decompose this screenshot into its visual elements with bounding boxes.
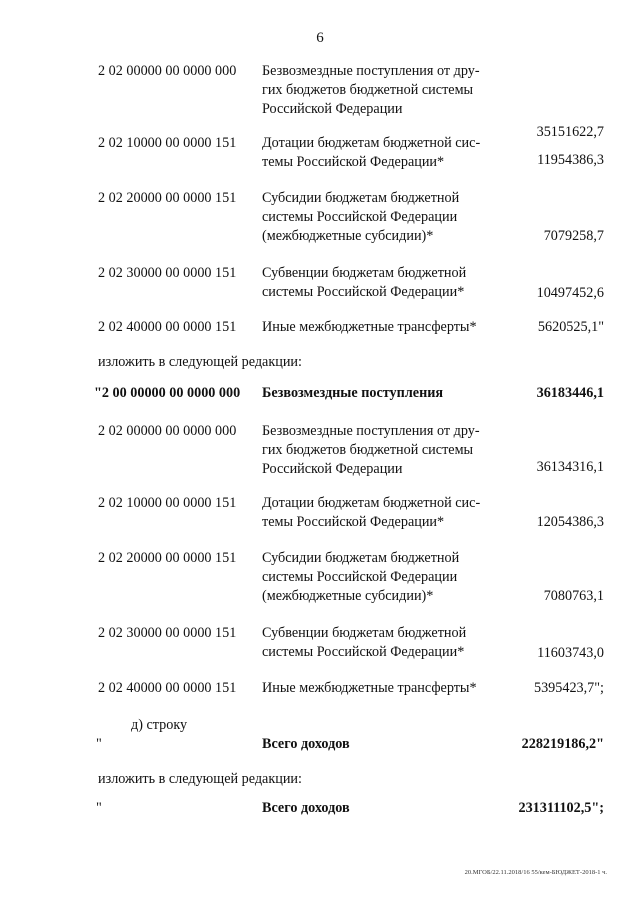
total-label (262, 799, 502, 818)
description-line: гих бюджетов бюджетной системы (262, 442, 474, 458)
description-line: Дотации бюджетам бюджетной сис- (262, 495, 481, 511)
description-line: Субвенции бюджетам бюджетной (262, 625, 467, 641)
amount: 5620525,1" (537, 319, 604, 335)
description-line: Иные межбюджетные трансферты* (262, 680, 477, 696)
row-description (262, 384, 502, 403)
amount: 36134316,1 (536, 459, 604, 475)
amount: 10497452,6 (536, 285, 604, 301)
open-quote: " (96, 800, 102, 816)
row-description (262, 679, 502, 698)
budget-code: 2 02 00000 00 0000 000 (98, 63, 237, 79)
document-footer-code: 20.МГОБ/22.11.2018/16 55/кем-БЮДЖЕТ-2018-1 ч. (464, 869, 607, 876)
row-description (262, 264, 502, 302)
budget-code: 2 02 20000 00 0000 151 (98, 190, 237, 206)
description-line: Субсидии бюджетам бюджетной (262, 550, 460, 566)
budget-code: 2 02 00000 00 0000 000 (98, 423, 237, 439)
total-label (262, 735, 502, 754)
description-line: темы Российской Федерации* (262, 154, 445, 170)
item-d-label: д) строку (131, 717, 188, 733)
amount: 5395423,7"; (533, 680, 604, 696)
amount: 36183446,1 (536, 385, 604, 401)
description-line: Российской Федерации (262, 101, 403, 117)
row-description (262, 549, 502, 606)
description-line: системы Российской Федерации (262, 209, 458, 225)
description-line: Субсидии бюджетам бюджетной (262, 190, 460, 206)
description-line: Иные межбюджетные трансферты* (262, 319, 477, 335)
description-line: гих бюджетов бюджетной системы (262, 82, 474, 98)
budget-code: "2 00 00000 00 0000 000 (94, 385, 241, 401)
row-description (262, 422, 502, 479)
row-description (262, 318, 502, 337)
description-line: Безвозмездные поступления от дру- (262, 63, 480, 79)
instruction-text: изложить в следующей редакции: (98, 771, 302, 787)
description-line: Безвозмездные поступления от дру- (262, 423, 480, 439)
amount: 11954386,3 (537, 152, 604, 168)
amount: 35151622,7 (536, 124, 604, 140)
row-description (262, 189, 502, 246)
budget-code: 2 02 30000 00 0000 151 (98, 265, 237, 281)
row-description (262, 624, 502, 662)
amount: 11603743,0 (537, 645, 604, 661)
description-line: Субвенции бюджетам бюджетной (262, 265, 467, 281)
budget-code: 2 02 30000 00 0000 151 (98, 625, 237, 641)
description-line: Дотации бюджетам бюджетной сис- (262, 135, 481, 151)
description-line: (межбюджетные субсидии)* (262, 228, 434, 244)
description-line: системы Российской Федерации (262, 569, 458, 585)
budget-code: 2 02 10000 00 0000 151 (98, 495, 237, 511)
budget-code: 2 02 20000 00 0000 151 (98, 550, 237, 566)
description-line: системы Российской Федерации* (262, 644, 465, 660)
row-description (262, 134, 502, 172)
budget-code: 2 02 10000 00 0000 151 (98, 135, 237, 151)
amount: 7079258,7 (543, 228, 604, 244)
budget-code: 2 02 40000 00 0000 151 (98, 319, 237, 335)
description-line: темы Российской Федерации* (262, 514, 445, 530)
amount: 12054386,3 (536, 514, 604, 530)
description-line: (межбюджетные субсидии)* (262, 588, 434, 604)
amount: 7080763,1 (543, 588, 604, 604)
instruction-text: изложить в следующей редакции: (98, 354, 302, 370)
description-line: Безвозмездные поступления (262, 385, 444, 401)
total-label-text: Всего доходов (262, 736, 350, 752)
total-amount: 228219186,2" (521, 736, 604, 752)
row-description (262, 494, 502, 532)
description-line: Российской Федерации (262, 461, 403, 477)
budget-code: 2 02 40000 00 0000 151 (98, 680, 237, 696)
row-description (262, 62, 502, 119)
total-amount: 231311102,5"; (518, 800, 604, 816)
description-line: системы Российской Федерации* (262, 284, 465, 300)
total-label-text: Всего доходов (262, 800, 350, 816)
page-number: 6 (316, 30, 324, 46)
open-quote: " (96, 736, 102, 752)
